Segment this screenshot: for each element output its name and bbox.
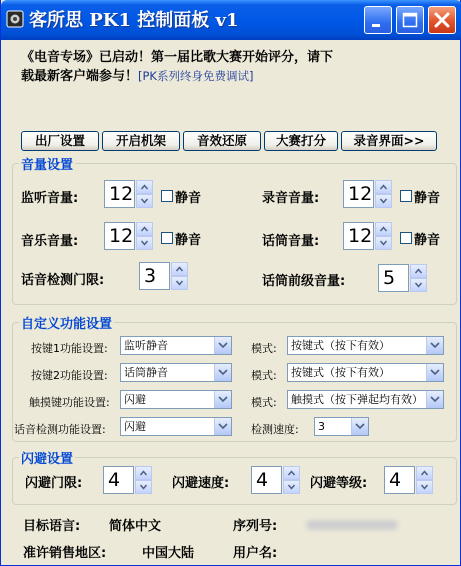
target-language-label: 目标语言:	[23, 519, 81, 534]
dodge-speed-spinner[interactable]	[251, 466, 303, 494]
speaker-app-icon	[6, 10, 24, 28]
spin-up-icon[interactable]	[375, 222, 392, 236]
spin-down-icon[interactable]	[410, 278, 427, 292]
sales-region-value: 中国大陆	[142, 546, 195, 561]
key1-function-select[interactable]	[120, 336, 232, 355]
record-volume-value[interactable]: 12	[343, 180, 374, 208]
chevron-down-icon	[218, 396, 228, 403]
mic-volume-value[interactable]: 12	[343, 222, 374, 250]
dodge-speed-value[interactable]: 4	[251, 466, 282, 494]
spin-down-icon[interactable]	[375, 236, 392, 250]
announcement-line-2: 载最新客户端参与！	[21, 69, 139, 84]
maximize-icon	[397, 7, 423, 33]
target-language-value: 简体中文	[109, 519, 162, 534]
mode3-value: 触摸式（按下弹起均有效）	[291, 393, 423, 406]
key1-function-label: 按键1功能设置:	[31, 342, 108, 355]
spin-up-icon[interactable]	[410, 264, 427, 278]
chevron-down-icon	[430, 369, 440, 376]
key2-function-label: 按键2功能设置:	[31, 369, 108, 382]
monitor-mute-checkbox[interactable]	[161, 190, 173, 202]
record-mute-label: 静音	[414, 191, 441, 206]
mic-pre-volume-label: 话筒前级音量:	[262, 274, 346, 289]
spin-down-icon[interactable]	[283, 480, 300, 494]
close-button[interactable]	[428, 6, 456, 34]
factory-reset-button[interactable]: 出厂设置	[21, 131, 99, 151]
serial-number-redacted	[306, 520, 398, 530]
dodge-settings-title: 闪避设置	[19, 448, 75, 467]
record-volume-spinner[interactable]	[343, 180, 395, 208]
chevron-down-icon	[218, 423, 228, 430]
mic-mute-checkbox[interactable]	[400, 232, 412, 244]
window-title: 客所思 PK1 控制面板 v1	[29, 10, 239, 31]
volume-settings-title: 音量设置	[19, 154, 75, 173]
spin-down-icon[interactable]	[416, 480, 433, 494]
chevron-down-icon	[218, 342, 228, 349]
mic-pre-volume-spinner[interactable]	[378, 264, 430, 292]
mode1-value: 按键式（按下有效）	[291, 339, 390, 352]
mic-volume-label: 话筒音量:	[262, 234, 320, 249]
sound-restore-button[interactable]: 音效还原	[183, 131, 261, 151]
mic-volume-spinner[interactable]	[343, 222, 395, 250]
monitor-mute-label: 静音	[175, 191, 202, 206]
detect-speed-select[interactable]	[314, 417, 369, 436]
mode3-label: 模式:	[251, 396, 277, 409]
key1-function-value: 监听静音	[124, 339, 168, 352]
spin-up-icon[interactable]	[135, 466, 152, 480]
mode2-value: 按键式（按下有效）	[291, 366, 390, 379]
spin-up-icon[interactable]	[375, 180, 392, 194]
voice-detect-threshold-spinner[interactable]	[139, 262, 191, 290]
minimize-icon	[365, 7, 391, 33]
chevron-down-icon	[430, 342, 440, 349]
key2-function-value: 话筒静音	[124, 366, 168, 379]
record-mute-checkbox[interactable]	[400, 190, 412, 202]
mode1-select[interactable]	[287, 336, 444, 355]
spin-down-icon[interactable]	[171, 276, 188, 290]
mode3-select[interactable]	[287, 390, 444, 409]
dodge-threshold-label: 闪避门限:	[25, 476, 83, 491]
mic-mute-label: 静音	[414, 233, 441, 248]
touch-function-label: 触摸键功能设置:	[29, 396, 110, 409]
announcement-highlight: [PK系列终身免费调试]	[138, 69, 254, 83]
monitor-volume-spinner[interactable]	[104, 180, 156, 208]
spin-down-icon[interactable]	[375, 194, 392, 208]
contest-score-button[interactable]: 大赛打分	[264, 131, 338, 151]
mode1-label: 模式:	[251, 342, 277, 355]
spin-up-icon[interactable]	[136, 180, 153, 194]
announcement-line-1: 《电音专场》已启动！第一届比歌大赛开始评分，请下	[21, 50, 334, 65]
serial-number-label: 序列号:	[233, 519, 278, 534]
monitor-volume-value[interactable]: 12	[104, 180, 135, 208]
voice-detect-threshold-label: 话音检测门限:	[21, 273, 105, 288]
voice-detect-threshold-value[interactable]: 3	[139, 262, 170, 290]
monitor-volume-label: 监听音量:	[21, 191, 79, 206]
minimize-button[interactable]	[364, 6, 392, 34]
mode2-select[interactable]	[287, 363, 444, 382]
spin-down-icon[interactable]	[136, 194, 153, 208]
key2-function-select[interactable]	[120, 363, 232, 382]
voice-detect-function-label: 话音检测功能设置:	[14, 423, 106, 436]
detect-speed-label: 检测速度:	[251, 423, 299, 436]
record-view-button[interactable]: 录音界面>>	[341, 131, 437, 151]
dodge-threshold-spinner[interactable]	[103, 466, 155, 494]
detect-speed-value: 3	[318, 420, 325, 433]
custom-function-title: 自定义功能设置	[19, 313, 114, 332]
dodge-level-value[interactable]: 4	[384, 466, 415, 494]
dodge-level-spinner[interactable]	[384, 466, 436, 494]
mic-pre-volume-value[interactable]: 5	[378, 264, 409, 292]
touch-function-select[interactable]	[120, 390, 232, 409]
spin-down-icon[interactable]	[136, 236, 153, 250]
spin-up-icon[interactable]	[171, 262, 188, 276]
music-volume-spinner[interactable]	[104, 222, 156, 250]
dodge-speed-label: 闪避速度:	[172, 476, 230, 491]
mode2-label: 模式:	[251, 369, 277, 382]
chevron-down-icon	[430, 396, 440, 403]
spin-up-icon[interactable]	[283, 466, 300, 480]
announcement-text	[21, 48, 451, 86]
spin-up-icon[interactable]	[136, 222, 153, 236]
maximize-button[interactable]	[396, 6, 424, 34]
dodge-threshold-value[interactable]: 4	[103, 466, 134, 494]
close-icon	[429, 7, 455, 33]
music-mute-label: 静音	[175, 233, 202, 248]
touch-function-value: 闪避	[124, 393, 146, 406]
username-label: 用户名:	[233, 546, 278, 561]
sales-region-label: 准许销售地区:	[23, 546, 107, 561]
voice-detect-function-select[interactable]	[120, 417, 232, 436]
dodge-level-label: 闪避等级:	[310, 476, 368, 491]
voice-detect-function-value: 闪避	[124, 420, 146, 433]
chevron-down-icon	[355, 423, 365, 430]
music-volume-label: 音乐音量:	[21, 234, 79, 249]
open-rack-button[interactable]: 开启机架	[102, 131, 180, 151]
music-volume-value[interactable]: 12	[104, 222, 135, 250]
spin-down-icon[interactable]	[135, 480, 152, 494]
chevron-down-icon	[218, 369, 228, 376]
title-bar[interactable]	[1, 0, 461, 40]
spin-up-icon[interactable]	[416, 466, 433, 480]
music-mute-checkbox[interactable]	[161, 232, 173, 244]
record-volume-label: 录音音量:	[262, 191, 320, 206]
